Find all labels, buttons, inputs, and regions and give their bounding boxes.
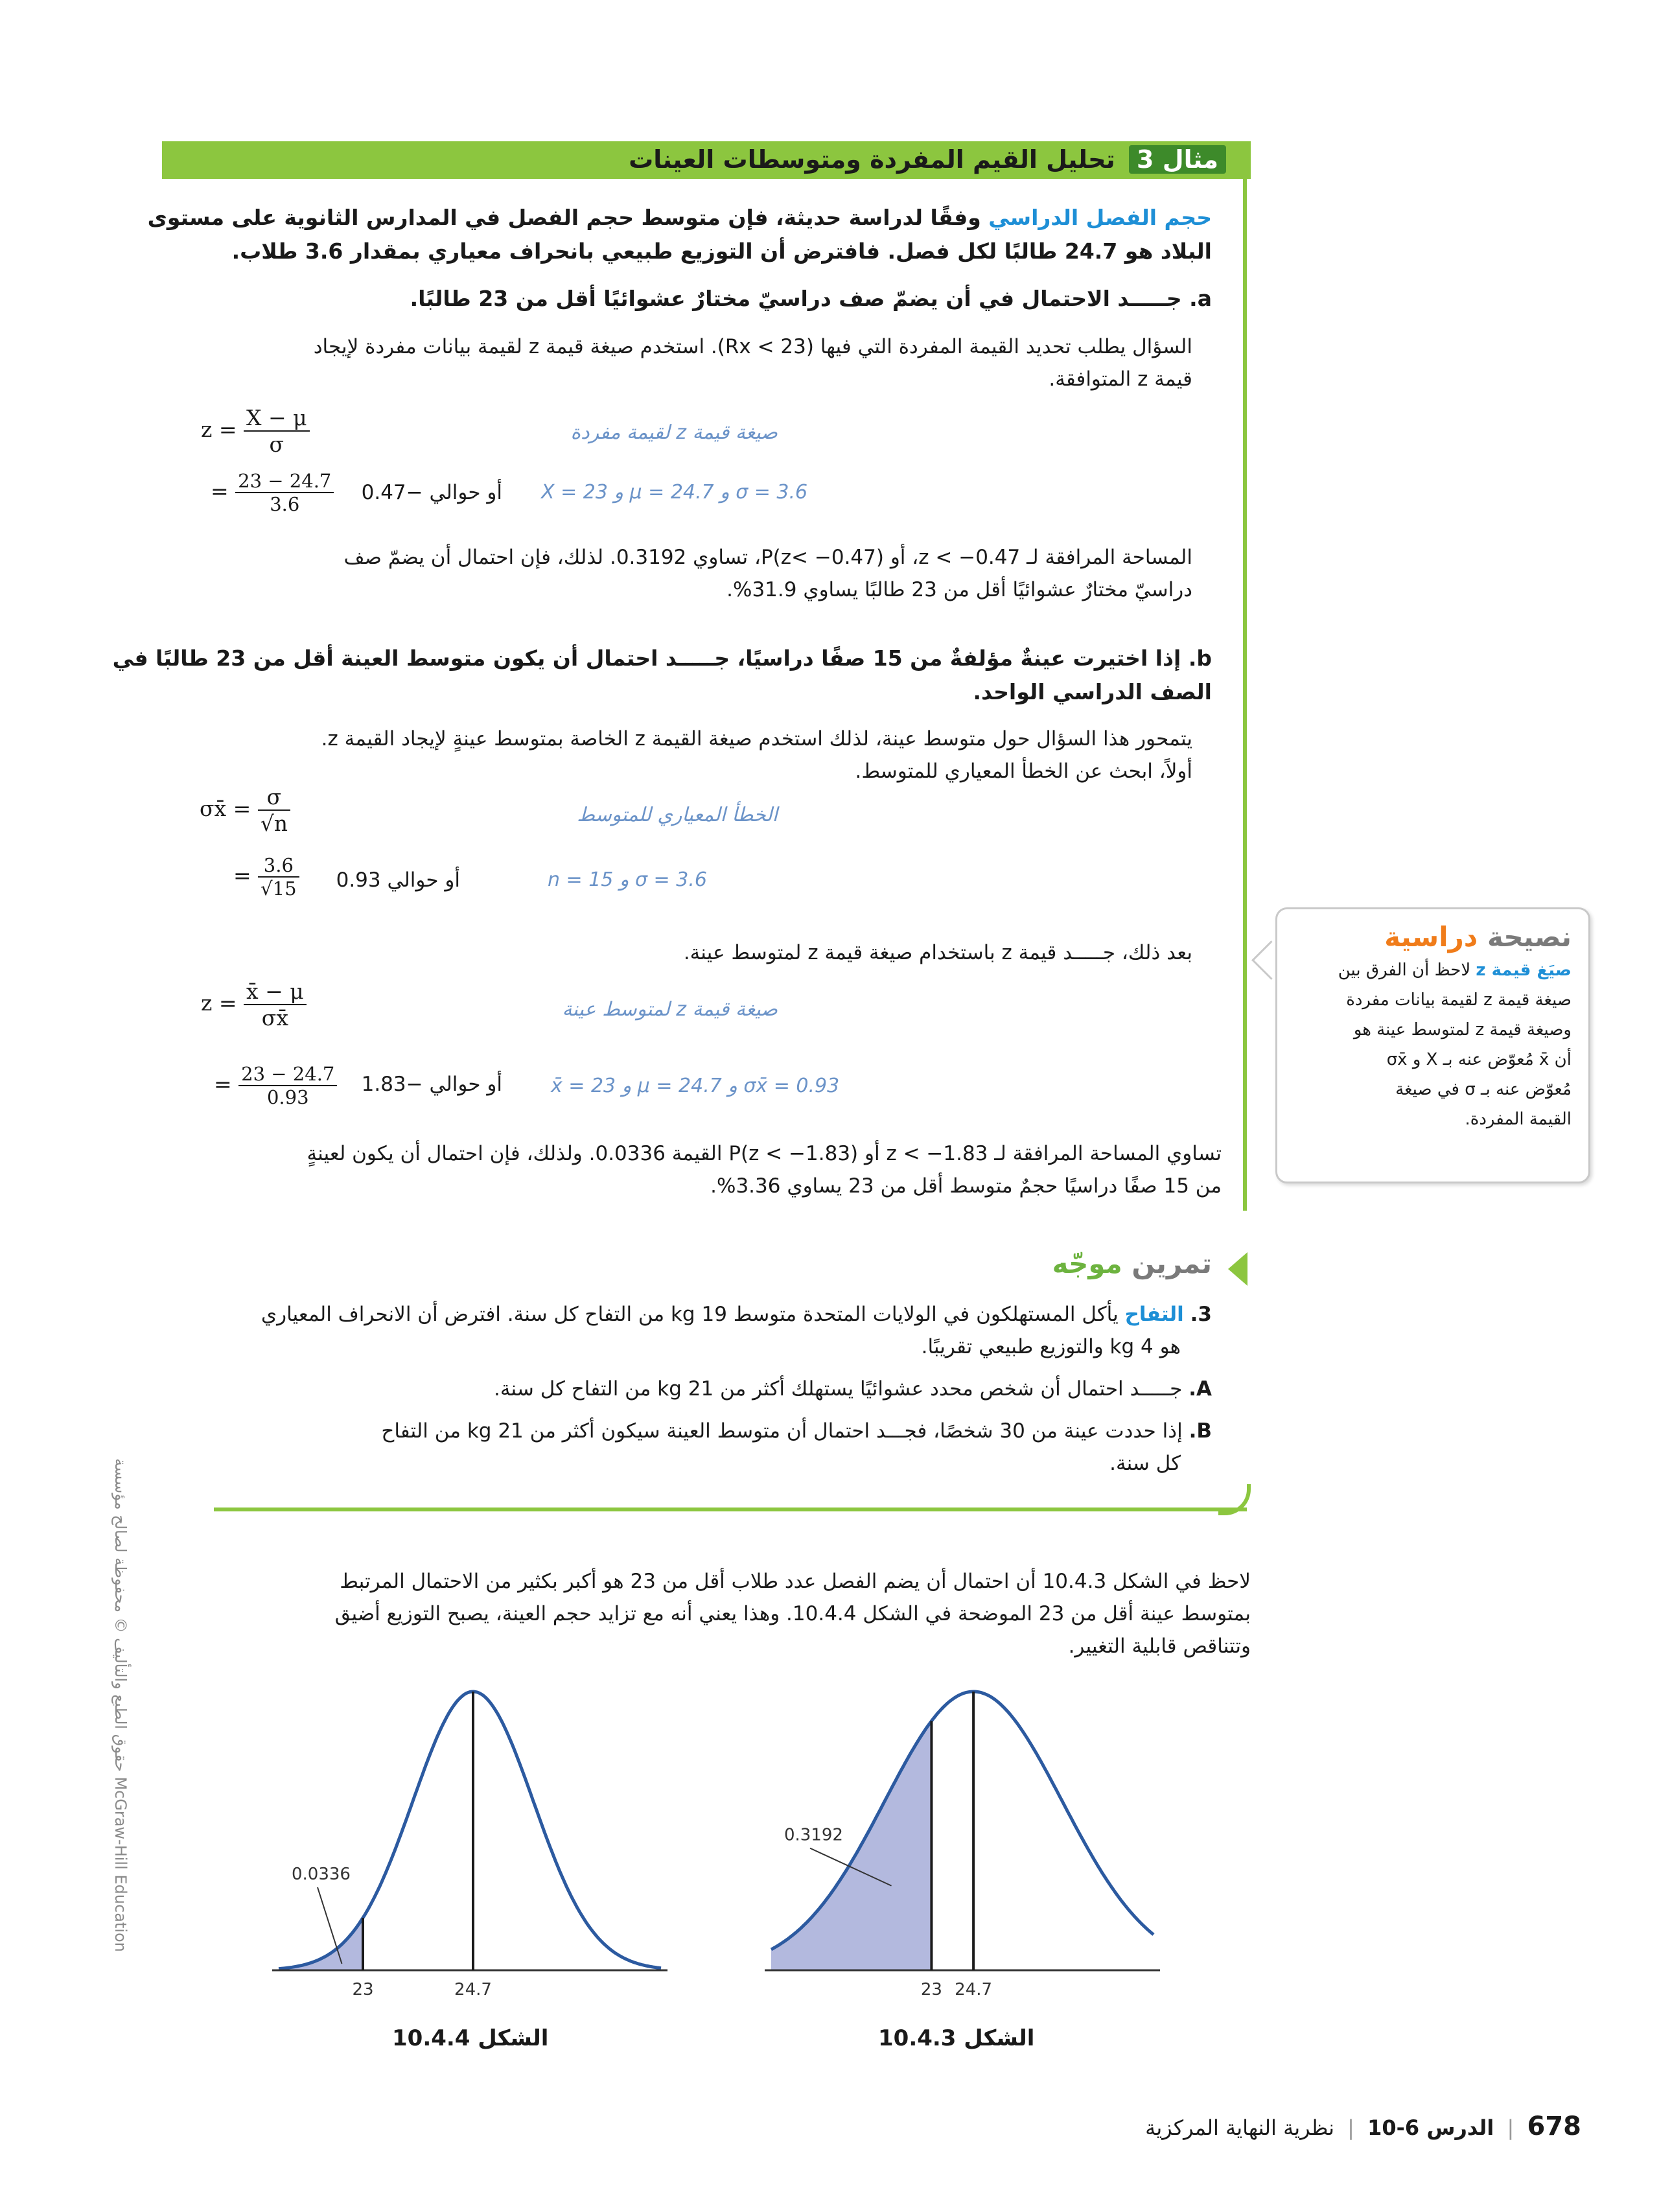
part-b-conclusion-line2: من 15 صفًا دراسيًا حجمٌ متوسط أقل من 23 يساوي 3.36%. <box>710 1174 1222 1198</box>
tip-line1: لاحظ أن الفرق بين <box>1338 960 1471 980</box>
se-label: الخطأ المعياري للمتوسط <box>577 804 778 826</box>
formula1-den: σ <box>269 432 284 457</box>
tip-line3: وصيغة قيمة z لمتوسط عينة هو <box>1353 1020 1572 1040</box>
example-badge: مثال 3 <box>1129 145 1226 174</box>
practice-a-text: جـــــد احتمال أن شخص محدد عشوائيًا يستهلك أكثر من 21 kg من التفاح كل سنة. <box>494 1377 1183 1401</box>
part-b-marker: b. <box>1188 646 1212 671</box>
part-b-z-formula <box>201 979 307 1030</box>
z2-fraction <box>238 1063 337 1108</box>
practice-part-a <box>494 1373 1212 1405</box>
practice-arrow-icon <box>1228 1252 1247 1286</box>
tip-line5: مُعوّض عنه بـ σ في صيغة <box>1395 1080 1572 1099</box>
part-a-explain-line2: قيمة z المتوافقة. <box>1049 367 1192 391</box>
practice-b-marker: B. <box>1189 1419 1212 1443</box>
part-b-z2-formula <box>214 1063 337 1108</box>
part-b-conclusion <box>185 1137 1222 1202</box>
part-a-formula1 <box>201 405 310 457</box>
practice-part-b <box>240 1415 1212 1480</box>
formula2-lhs: = <box>211 478 229 504</box>
se2-den: √15 <box>261 878 297 900</box>
part-a-marker: a. <box>1189 286 1212 311</box>
example-border-right <box>1243 141 1247 1211</box>
part-b-explain-line1: يتمحور هذا السؤال حول متوسط عينة، لذلك استخدم صيغة القيمة z الخاصة بمتوسط عينةٍ لإيجاد القيمة z. <box>321 727 1192 751</box>
footer-lesson-title: نظرية النهاية المركزية <box>1145 2115 1334 2140</box>
shaded-area-label: 0.0336 <box>292 1865 351 1884</box>
figure-10-4-3-chart <box>765 1666 1160 2016</box>
z-label: صيغة قيمة z لمتوسط عينة <box>562 998 778 1021</box>
se2-result: أو حوالي 0.93 <box>336 868 460 892</box>
part-a-formula2 <box>211 470 334 515</box>
formula1-num: X − μ <box>244 405 310 432</box>
tick-label-23: 23 <box>920 1980 942 1999</box>
tip-line6: القيمة المفردة. <box>1465 1110 1572 1129</box>
part-a-conclusion <box>181 541 1192 606</box>
study-tip-box <box>1275 907 1590 1183</box>
figure-10-4-4-caption: الشكل 10.4.4 <box>392 2025 549 2051</box>
shaded-area-label: 0.3192 <box>784 1825 843 1845</box>
se2-lhs: = <box>233 863 251 888</box>
part-a-question <box>175 282 1212 316</box>
note-line3: وتتناقص قابلية التغيير. <box>1068 1635 1251 1658</box>
figure-note <box>188 1565 1251 1662</box>
practice-line2: هو 4 kg والتوزيع طبيعي تقريبًا. <box>921 1335 1181 1358</box>
normal-curve <box>279 1692 661 1969</box>
z2-label: x̄ = 23 و μ = 24.7 و σx̄ = 0.93 <box>551 1075 840 1097</box>
practice-heading-gray: تمرين <box>1131 1248 1212 1279</box>
part-a-explain-line1: السؤال يطلب تحديد القيمة المفردة التي فيها (Rx < 23). استخدم صيغة قيمة z لقيمة بيانات مفردة لإيجاد <box>313 335 1192 358</box>
part-b-conclusion-line1: تساوي المساحة المرافقة لـ z < −1.83 أو P(z < −1.83) القيمة 0.0336. ولذلك، فإن احتمال أن يكون لعينةٍ <box>307 1142 1222 1165</box>
example-intro <box>147 201 1212 268</box>
formula2-result: أو حوالي −0.47 <box>361 481 502 504</box>
part-b-question-line2: الصف الدراسي الواحد. <box>973 679 1212 704</box>
tip-body <box>1277 953 1588 1134</box>
z2-lhs: = <box>214 1071 232 1097</box>
part-a-conclusion-line2: دراسيّ مختارٌ عشوائيًا أقل من 23 طالبًا يساوي 31.9%. <box>726 578 1192 601</box>
formula1-label: صيغة قيمة z لقيمة مفردة <box>570 421 778 444</box>
example-header <box>162 141 1251 179</box>
shaded-area <box>279 1918 363 1970</box>
practice-line1: يأكل المستهلكون في الولايات المتحدة متوسط 19 kg من التفاح كل سنة. افترض أن الانحراف المعياري <box>261 1303 1119 1326</box>
page-number: 678 <box>1527 2112 1581 2141</box>
z2-result: أو حوالي −1.83 <box>361 1073 502 1096</box>
practice-a-marker: A. <box>1189 1377 1212 1401</box>
tip-title-gray: نصيحة <box>1487 921 1572 953</box>
figure-10-4-4-chart <box>272 1666 667 2016</box>
footer-divider: | <box>1507 2115 1514 2140</box>
tip-title <box>1277 909 1588 953</box>
formula2-fraction <box>235 470 334 515</box>
part-b-se-formula <box>200 784 290 836</box>
copyright-side-note: حقوق الطبع والتأليف © محفوظة لصالح مؤسسة McGraw-Hill Education <box>111 1458 130 1952</box>
z2-den: 0.93 <box>266 1086 309 1108</box>
practice-term: التفاح <box>1124 1303 1184 1326</box>
figure-10-4-3-caption: الشكل 10.4.3 <box>878 2025 1035 2051</box>
intro-line2: البلاد هو 24.7 طالبًا لكل فصل. فافترض أن التوزيع طبيعي بانحراف معياري بمقدار 3.6 طلاب. <box>231 239 1212 264</box>
tip-line2: صيغة قيمة z لقيمة بيانات مفردة <box>1346 990 1572 1010</box>
intro-term: حجم الفصل الدراسي <box>988 205 1212 230</box>
practice-3 <box>175 1298 1212 1363</box>
z-lhs: z = <box>201 990 237 1016</box>
part-a-question-text: جـــــد الاحتمال في أن يضمّ صف دراسيّ مختارٌ عشوائيًا أقل من 23 طالبًا. <box>410 286 1182 311</box>
part-a-explain <box>181 331 1192 395</box>
part-b-question <box>112 642 1212 709</box>
z-num: x̄ − μ <box>244 979 307 1005</box>
se-den: √n <box>260 811 288 836</box>
formula2-den: 3.6 <box>270 493 300 515</box>
example-border-bottom <box>214 1508 1247 1511</box>
practice-heading <box>1052 1248 1212 1279</box>
se2-num: 3.6 <box>258 854 299 878</box>
formula2-num: 23 − 24.7 <box>235 470 334 493</box>
se2-label: n = 15 و σ = 3.6 <box>548 868 707 891</box>
se2-fraction <box>258 854 299 900</box>
practice-b-line2: كل سنة. <box>1109 1452 1181 1475</box>
tip-line4: أن x̄ مُعوّض عنه بـ X و σx̄ <box>1386 1050 1572 1069</box>
formula1-lhs: z = <box>201 417 237 442</box>
footer-divider-2: | <box>1347 2115 1354 2140</box>
footer-lesson: الدرس 6-10 <box>1367 2115 1494 2140</box>
part-a-conclusion-line1: المساحة المرافقة لـ z < −0.47، أو P(z< −0.47)، تساوي 0.3192. لذلك، فإن احتمال أن يضمّ صف <box>343 546 1192 569</box>
tip-subtitle: صيَغ قيمة z <box>1476 960 1572 980</box>
example-title: تحليل القيم المفردة ومتوسطات العينات <box>629 145 1115 174</box>
formula1-fraction <box>244 405 310 457</box>
part-b-se2-formula <box>233 854 299 900</box>
note-line2: بمتوسط عينة أقل من 23 الموضحة في الشكل 10.4.4. وهذا يعني أنه مع تزايد حجم العينة، يصبح التوزيع أضيق <box>334 1602 1251 1625</box>
part-b-question-line1: إذا اختيرت عينةٌ مؤلفةٌ من 15 صفًا دراسيًا، جـــــد احتمال أن يكون متوسط العينة أقل من 23 طالبًا في <box>112 646 1181 671</box>
tip-title-orange: دراسية <box>1384 921 1478 953</box>
intro-line1: وفقًا لدراسة حديثة، فإن متوسط حجم الفصل في المدارس الثانوية على مستوى <box>147 205 981 230</box>
tick-label-24.7: 24.7 <box>955 1980 993 1999</box>
note-line1: لاحظ في الشكل 10.4.3 أن احتمال أن يضم الفصل عدد طلاب أقل من 23 هو أكبر بكثير من الاحتمال المرتبط <box>340 1570 1251 1593</box>
part-b-explain-line2: أولاً، ابحث عن الخطأ المعياري للمتوسط. <box>855 760 1192 783</box>
practice-number: 3. <box>1190 1303 1212 1326</box>
tick-label-24.7: 24.7 <box>454 1980 492 1999</box>
se-lhs: σx̄ = <box>200 796 251 821</box>
tick-label-23: 23 <box>352 1980 374 1999</box>
part-b-explain <box>181 723 1192 787</box>
practice-b-line1: إذا حددت عينة من 30 شخصًا، فجـــد احتمال أن متوسط العينة سيكون أكثر من 21 kg من التفاح <box>381 1419 1183 1443</box>
se-fraction <box>258 784 290 836</box>
se-num: σ <box>258 784 290 811</box>
z2-num: 23 − 24.7 <box>238 1063 337 1086</box>
practice-heading-green: موجّه <box>1052 1248 1122 1279</box>
example-title-row <box>629 145 1231 174</box>
z-den: σx̄ <box>261 1005 288 1030</box>
part-b-next-line: بعد ذلك، جـــــد قيمة z باستخدام صيغة قيمة z لمتوسط عينة. <box>683 941 1192 964</box>
z-fraction <box>244 979 307 1030</box>
page-footer <box>1145 2112 1581 2141</box>
formula2-label: X = 23 و μ = 24.7 و σ = 3.6 <box>541 481 808 504</box>
